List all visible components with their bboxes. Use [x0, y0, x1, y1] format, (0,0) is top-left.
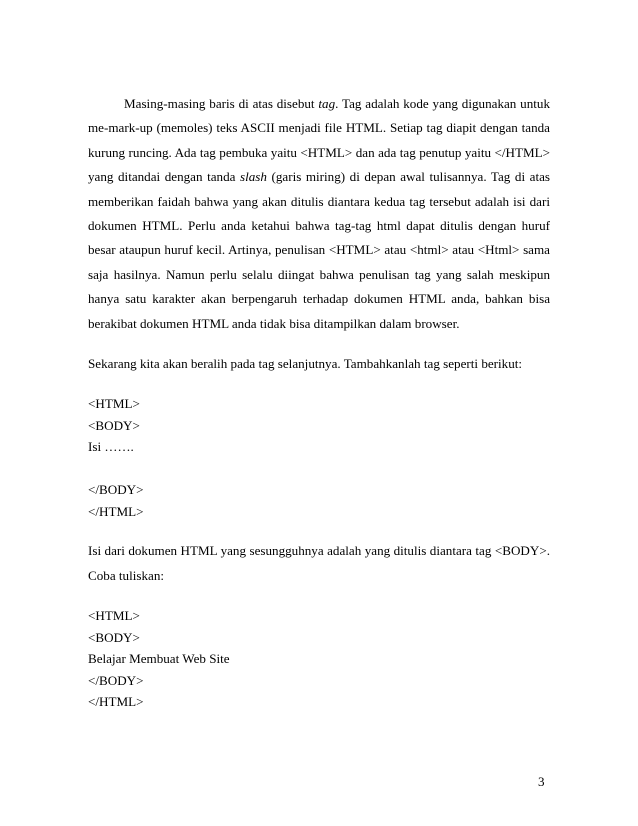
- code-line: <BODY>: [88, 629, 140, 645]
- spacer: [88, 522, 550, 539]
- code-line: </HTML>: [88, 503, 144, 519]
- spacer: [88, 336, 550, 352]
- code-line: </HTML>: [88, 694, 144, 710]
- code-blank-line: [88, 458, 550, 480]
- spacer: [88, 588, 550, 605]
- paragraph-next-tag: Sekarang kita akan beralih pada tag selanjutnya. Tambahkanlah tag seperti berikut:: [88, 356, 523, 372]
- code-line: Belajar Membuat Web Site: [88, 651, 230, 667]
- spacer: [88, 376, 550, 393]
- code-line: </BODY>: [88, 672, 144, 688]
- paragraph-text-segment: . Tag adalah kode yang digunakan untuk me-mark-up (memoles) teks ASCII menjadi file HTML. Setiap tag diapit dengan tanda kurung runcing. Ada tag pembuka yaitu <HTML> dan ada tag penutup yaitu </HTML> yang ditandai dengan tanda: [88, 96, 550, 185]
- code-example-1: [88, 393, 550, 522]
- paragraph-tag-explanation: [88, 92, 550, 336]
- code-line: </BODY>: [88, 482, 144, 498]
- code-line: <HTML>: [88, 396, 140, 412]
- code-line: <HTML>: [88, 608, 140, 624]
- code-example-2: [88, 605, 550, 713]
- code-line: Isi …….: [88, 439, 134, 455]
- page-body: [88, 92, 550, 713]
- code-line: <BODY>: [88, 417, 140, 433]
- emphasis-tag: tag: [318, 96, 336, 111]
- paragraph-body-content: Isi dari dokumen HTML yang sesungguhnya adalah yang ditulis diantara tag <BODY>. Coba tuliskan:: [88, 543, 550, 583]
- page-number: 3: [538, 774, 545, 789]
- paragraph-text-segment: (garis miring) di depan awal tulisannya. Tag di atas memberikan faidah bahwa yang akan ditulis diantara kedua tag tersebut adalah isi dari dokumen HTML. Perlu anda ketahui bahwa tag-tag html dapat ditulis dengan huruf besar ataupun huruf kecil. Artinya, penulisan <HTML> atau <html> atau <Html> sama saja hasilnya. Namun perlu selalu diingat bahwa penulisan tag yang salah meskipun hanya satu karakter akan berpengaruh terhadap dokumen HTML anda, bahkan bisa berakibat dokumen HTML anda tidak bisa ditampilkan dalam browser.: [88, 169, 550, 331]
- emphasis-slash: slash: [240, 169, 267, 185]
- paragraph-text-segment: Masing-masing baris di atas disebut: [124, 96, 319, 111]
